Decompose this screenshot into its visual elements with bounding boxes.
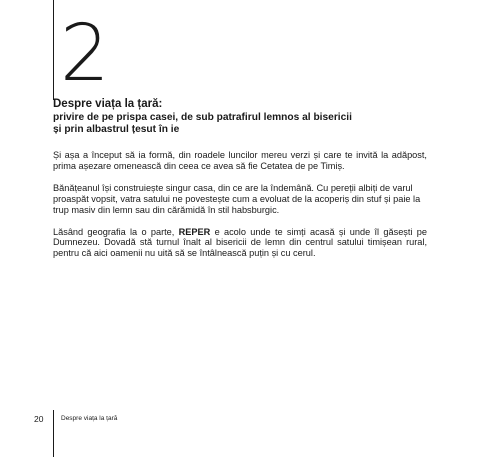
top-vertical-rule bbox=[53, 0, 54, 100]
chapter-number: 2 bbox=[60, 9, 109, 99]
chapter-subtitle-line-2: și prin albastrul țesut în ie bbox=[53, 123, 180, 135]
running-title: Despre viața la țară bbox=[61, 415, 118, 422]
chapter-subtitle bbox=[53, 112, 433, 135]
page-number: 20 bbox=[34, 414, 44, 424]
paragraph-3 bbox=[53, 227, 427, 260]
footer-vertical-rule bbox=[53, 410, 54, 457]
paragraph-3-rest: e acolo unde te simți acasă și unde îl găsești pe Dumnezeu. Dovadă stă turnul înalt al bisericii de lemn din centrul satului timișean rural, pentru că aici oamenii nu uită să se întâlnească puțin și cu cerul. bbox=[53, 226, 427, 259]
chapter-heading bbox=[53, 98, 433, 135]
body-text bbox=[53, 150, 427, 270]
page-footer bbox=[0, 410, 480, 457]
chapter-subtitle-line-1: privire de pe prispa casei, de sub patrafirul lemnos al bisericii bbox=[53, 112, 352, 123]
chapter-title: Despre viața la țară: bbox=[53, 98, 163, 110]
paragraph-3-intro: Lăsând geografia la o parte, bbox=[53, 226, 179, 237]
brand-name: REPER bbox=[178, 226, 211, 237]
paragraph-1: Și așa a început să ia formă, din roadele luncilor mereu verzi și care te invită la adăpost, prima așezare omenească din ceea ce avea să fie Cetatea de pe Timiș. bbox=[53, 150, 427, 171]
paragraph-2: Bănățeanul își construiește singur casa, din ce are la îndemână. Cu pereții albiți de varul proaspăt vopsit, vatra satului ne povestește cum a evoluat de la acoperiș din stuf și paie la trup masiv din lemn sau din cărămidă în stil habsburgic. bbox=[53, 182, 421, 215]
